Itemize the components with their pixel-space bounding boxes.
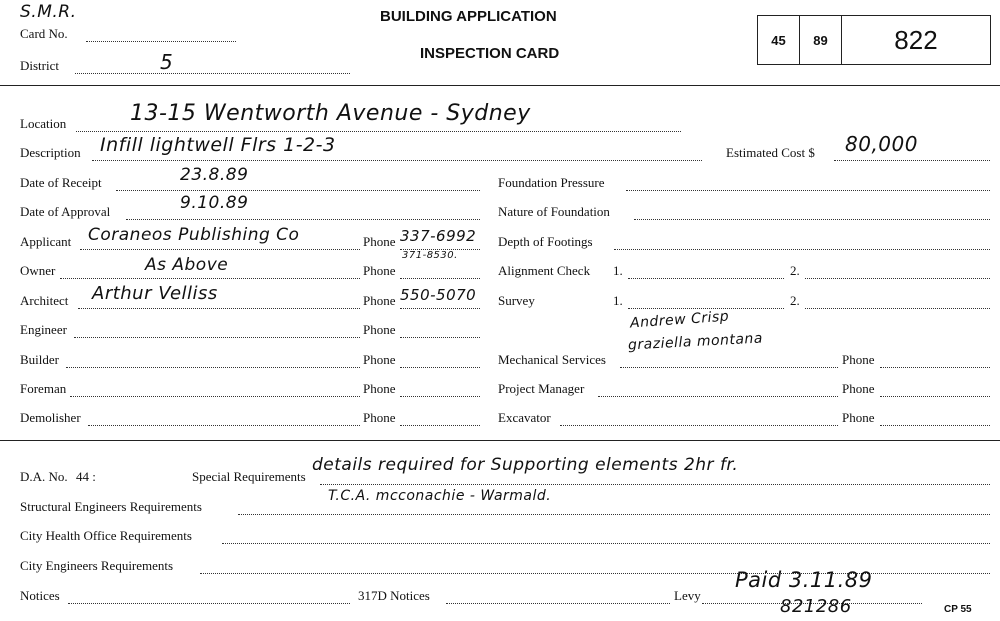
card-no-label: Card No. (20, 26, 68, 41)
mechanical-phone-field (880, 367, 990, 368)
demolisher-label: Demolisher (20, 410, 81, 425)
survey-note-2: graziella montana (627, 330, 764, 354)
approval-field (126, 219, 480, 220)
form-code: CP 55 (944, 604, 972, 615)
notices-label: Notices (20, 588, 60, 603)
form-title: BUILDING APPLICATION (380, 8, 557, 25)
city-eng-label: City Engineers Requirements (20, 558, 174, 573)
card-no-field (86, 41, 236, 42)
description-field (92, 160, 702, 161)
applicant-value: Coraneos Publishing Co (88, 225, 300, 245)
mechanical-field (620, 367, 838, 368)
excavator-phone-label: Phone (842, 410, 875, 425)
excavator-field (560, 425, 838, 426)
foreman-label: Foreman (20, 381, 67, 396)
demolisher-field (88, 425, 360, 426)
mechanical-phone-label: Phone (842, 352, 875, 367)
owner-value: As Above (145, 255, 229, 275)
notices-field (68, 603, 350, 604)
architect-phone: 550-5070 (400, 286, 477, 304)
levy-receipt: 821286 (780, 596, 852, 617)
special-value: details required for Supporting elements 2hr fr. (312, 455, 739, 475)
header-divider (0, 85, 1000, 86)
applicant-phone-label: Phone (363, 234, 396, 249)
project-manager-phone-field (880, 396, 990, 397)
alignment-2-field (805, 278, 990, 279)
alignment-1-field (628, 278, 784, 279)
demolisher-phone-field (400, 425, 480, 426)
alignment-label: Alignment Check (498, 263, 591, 278)
architect-label: Architect (20, 293, 69, 308)
applicant-label: Applicant (20, 234, 72, 249)
architect-value: Arthur Velliss (92, 283, 218, 304)
builder-phone-field (400, 367, 480, 368)
depth-footings-label: Depth of Footings (498, 234, 593, 249)
survey-1-label: 1. (613, 293, 623, 308)
receipt-label: Date of Receipt (20, 175, 102, 190)
alignment-2-label: 2. (790, 263, 800, 278)
special-field (320, 484, 990, 485)
builder-field (66, 367, 360, 368)
alignment-1-label: 1. (613, 263, 623, 278)
location-value: 13-15 Wentworth Avenue - Sydney (130, 101, 531, 126)
district-field (75, 73, 350, 74)
foundation-pressure-field (626, 190, 990, 191)
da-label: D.A. No. (20, 469, 68, 484)
engineer-phone-label: Phone (363, 322, 396, 337)
card-number-box (757, 15, 991, 65)
location-label: Location (20, 116, 67, 131)
survey-2-label: 2. (790, 293, 800, 308)
district-label: District (20, 58, 59, 73)
mechanical-label: Mechanical Services (498, 352, 606, 367)
health-field (222, 543, 990, 544)
health-label: City Health Office Requirements (20, 528, 192, 543)
project-manager-field (598, 396, 838, 397)
levy-label: Levy (674, 588, 701, 603)
builder-phone-label: Phone (363, 352, 396, 367)
applicant-field (80, 249, 360, 250)
card-number: 822 (894, 24, 938, 55)
architect-phone-label: Phone (363, 293, 396, 308)
foreman-phone-field (400, 396, 480, 397)
architect-field (78, 308, 360, 309)
excavator-label: Excavator (498, 410, 551, 425)
applicant-phone-alt: 371-8530. (402, 250, 458, 261)
project-manager-label: Project Manager (498, 381, 585, 396)
survey-note-1: Andrew Crisp (629, 308, 730, 332)
owner-field (60, 278, 360, 279)
foundation-pressure-label: Foundation Pressure (498, 175, 605, 190)
survey-1-field (628, 308, 784, 309)
foreman-field (70, 396, 360, 397)
foreman-phone-label: Phone (363, 381, 396, 396)
architect-phone-field (400, 308, 480, 309)
engineer-label: Engineer (20, 322, 67, 337)
middle-divider (0, 440, 1000, 441)
project-manager-phone-label: Phone (842, 381, 875, 396)
card-box-1: 45 (758, 16, 800, 64)
description-value: Infill lightwell Flrs 1-2-3 (100, 134, 336, 156)
estimated-cost-value: 80,000 (845, 132, 918, 156)
estimated-cost-label: Estimated Cost $ (726, 145, 815, 160)
levy-value: Paid 3.11.89 (735, 568, 873, 592)
survey-2-field (805, 308, 990, 309)
owner-label: Owner (20, 263, 56, 278)
initials: S.M.R. (20, 2, 77, 22)
description-label: Description (20, 145, 81, 160)
card-box-2: 89 (800, 16, 842, 64)
location-field (76, 131, 681, 132)
special-label: Special Requirements (192, 469, 306, 484)
receipt-field (116, 190, 480, 191)
estimated-cost-field (834, 160, 990, 161)
engineer-phone-field (400, 337, 480, 338)
approval-value: 9.10.89 (180, 193, 249, 213)
builder-label: Builder (20, 352, 59, 367)
structural-value: T.C.A. mcconachie - Warmald. (328, 488, 552, 504)
nature-foundation-field (634, 219, 990, 220)
notices-317d-label: 317D Notices (358, 588, 430, 603)
demolisher-phone-label: Phone (363, 410, 396, 425)
structural-field (238, 514, 990, 515)
form-subtitle: INSPECTION CARD (420, 45, 560, 62)
owner-phone-label: Phone (363, 263, 396, 278)
nature-foundation-label: Nature of Foundation (498, 204, 610, 219)
receipt-value: 23.8.89 (180, 165, 249, 185)
survey-label: Survey (498, 293, 535, 308)
applicant-phone: 337-6992 (400, 227, 477, 245)
owner-phone-field (400, 278, 480, 279)
engineer-field (74, 337, 360, 338)
depth-footings-field (614, 249, 990, 250)
da-value: 44 : (76, 469, 96, 484)
structural-label: Structural Engineers Requirements (20, 499, 202, 514)
excavator-phone-field (880, 425, 990, 426)
district-value: 5 (160, 50, 174, 74)
approval-label: Date of Approval (20, 204, 111, 219)
notices-317d-field (446, 603, 670, 604)
